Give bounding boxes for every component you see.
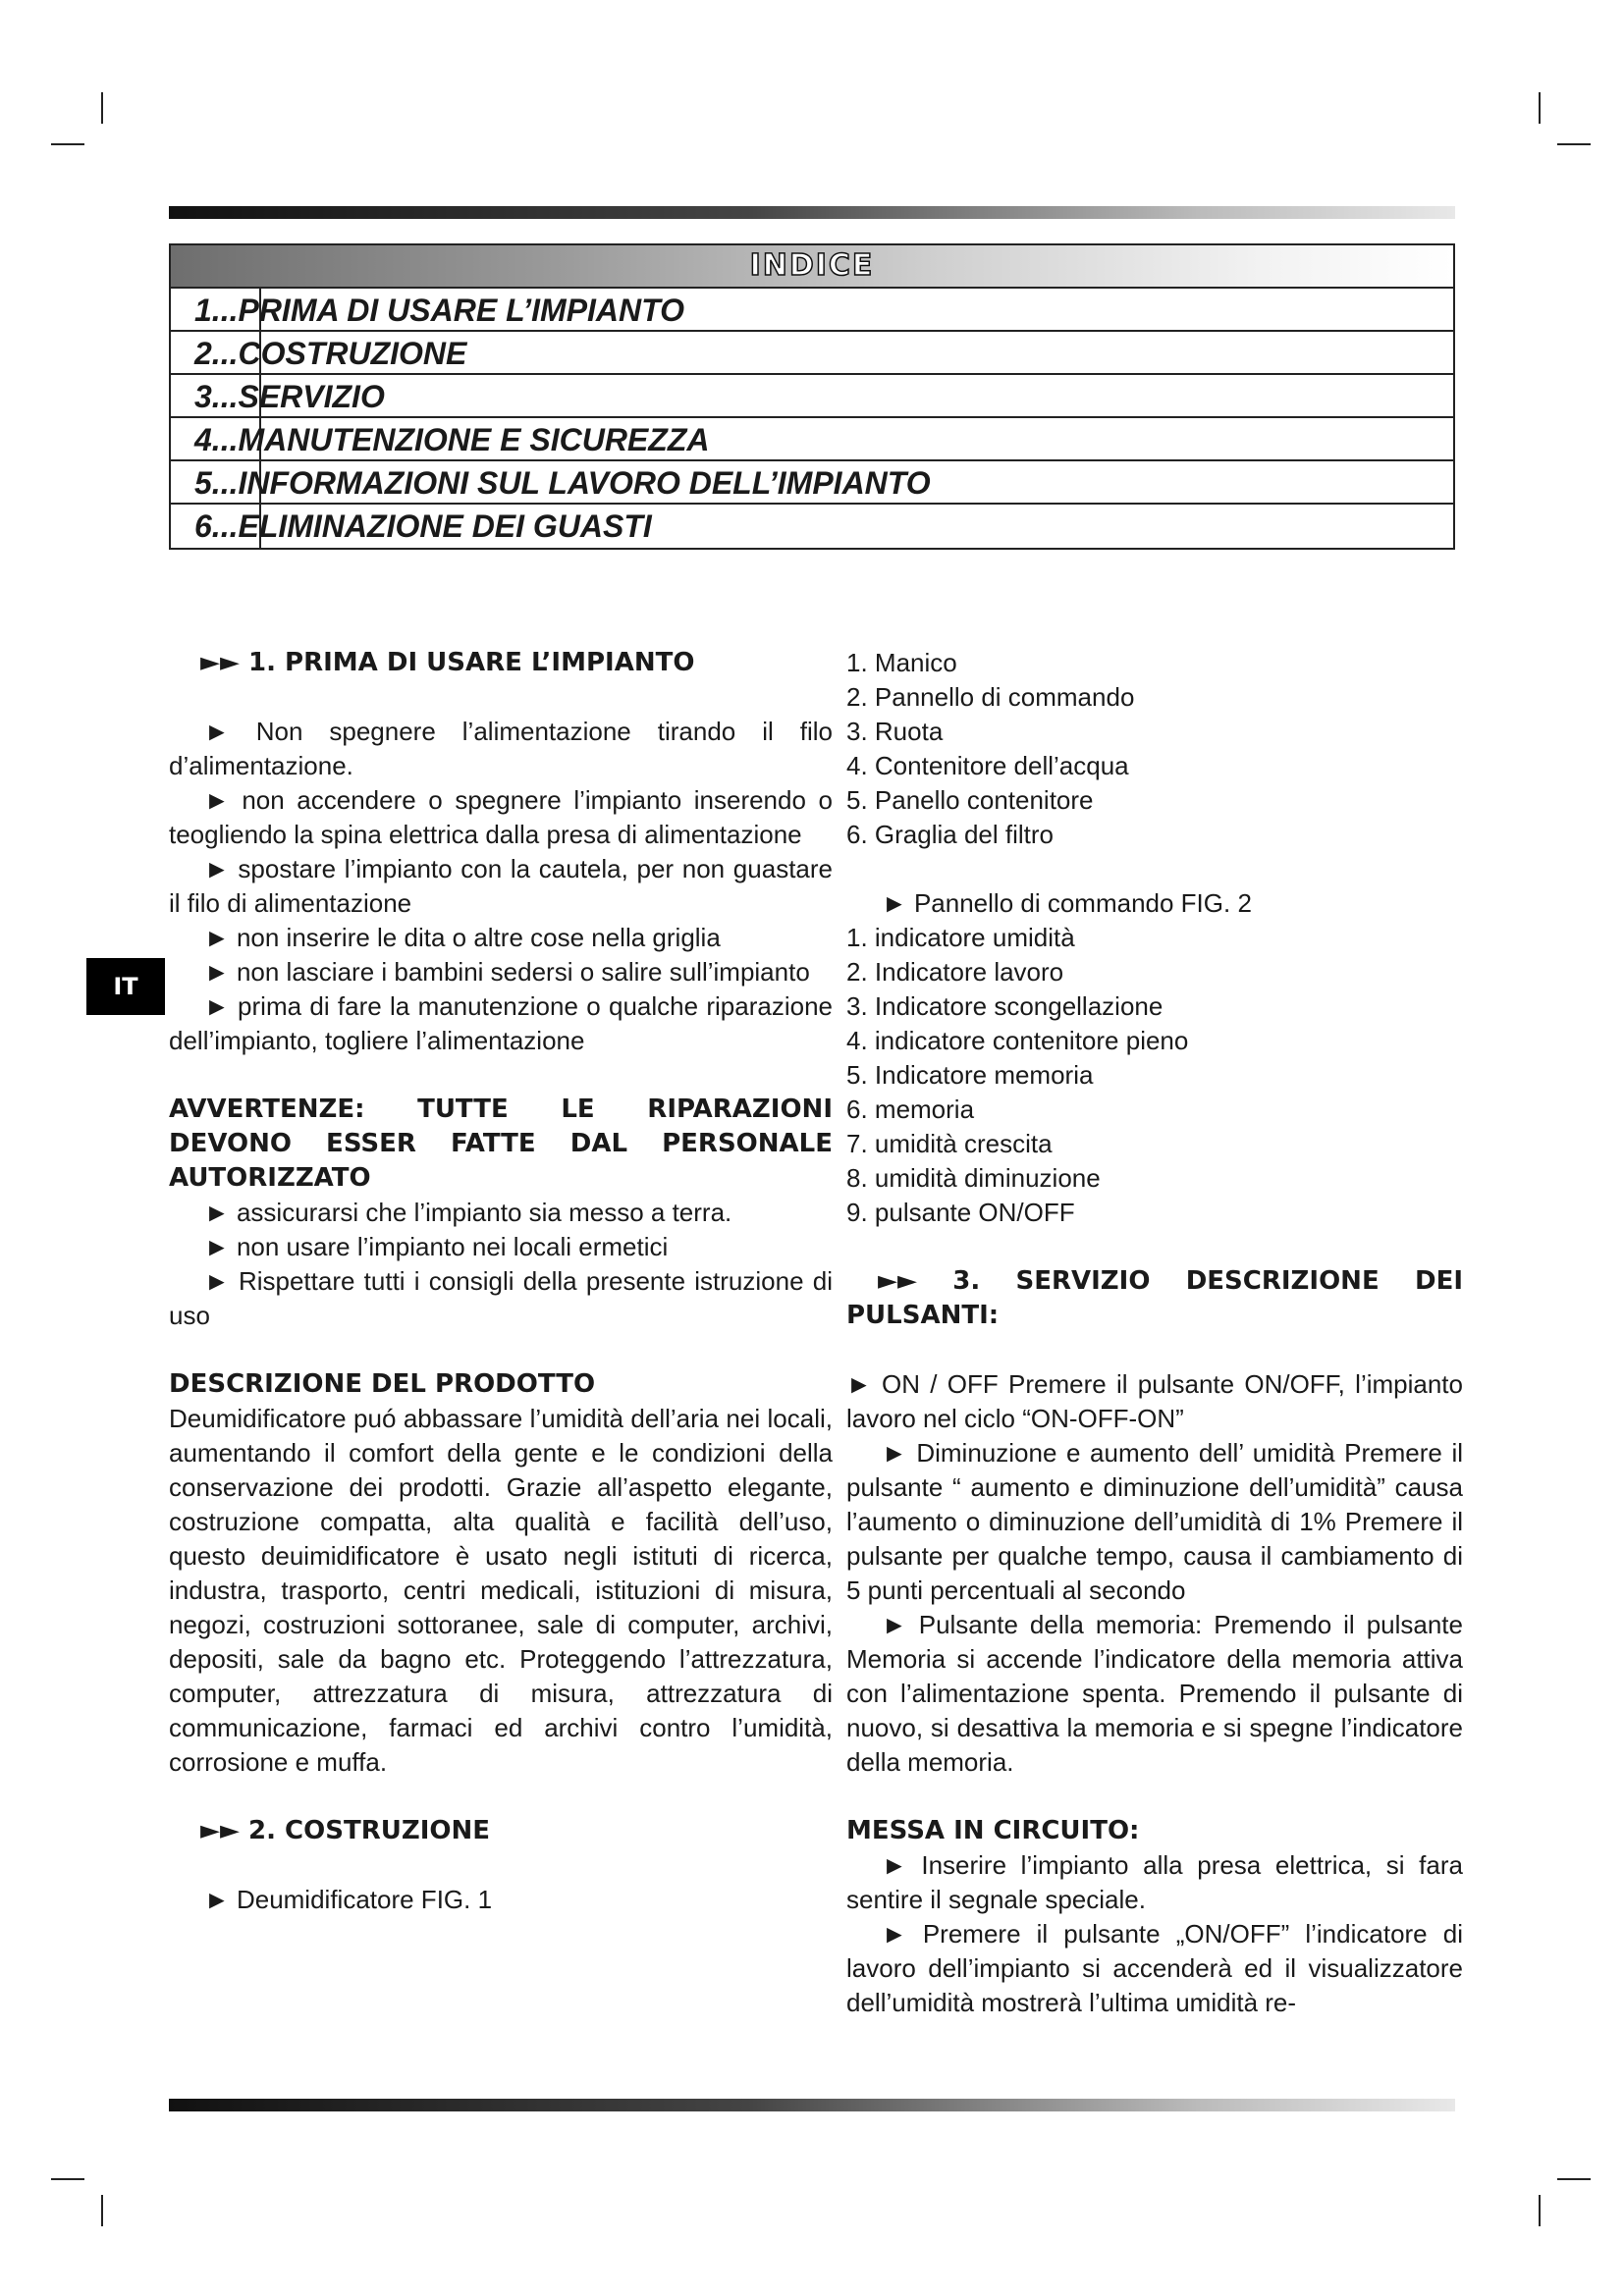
list-item: 2. Indicatore lavoro: [846, 957, 1064, 987]
language-tab: IT: [86, 958, 165, 1015]
paragraph: ► ON / OFF Premere il pulsante ON/OFF, l’impianto lavoro nel ciclo “ON-OFF-ON”: [846, 1369, 1463, 1433]
description-text: Deumidificatore puó abbassare l’umidità dell’aria nei locali, aumentando il comfort della gente e le condizioni della conservazione dei prodotti. Grazie all’aspetto elegante, costruzione compatta, alta qualità e facilità dell’uso, questo deuimidificatore è usato negli istituti di ricerca, industra, trasporto, centri medicali, istituzioni di misura, negozi, costruzioni sottoranee, sale di computer, archivi, depositi, sale da bagno etc. Proteggendo l’attrezzatura, computer, attrezzatura di misura, attrezzatura di communicazione, farmaci ed archivi contro l’umidità, corrosione e muffa.: [169, 1404, 833, 1777]
list-item: 7. umidità crescita: [846, 1129, 1053, 1158]
panel-heading: ► Pannello di commando FIG. 2: [882, 888, 1252, 918]
crop-mark: [51, 143, 84, 145]
list-item: 4. Contenitore dell’acqua: [846, 751, 1129, 780]
messa-heading: MESSA IN CIRCUITO:: [846, 1816, 1140, 1845]
paragraph: ► Premere il pulsante „ON/OFF” l’indicatore di lavoro dell’impianto si accenderà ed il visualizzatore dell’umidità mostrerà l’ultima umidità re-: [846, 1919, 1463, 2017]
paragraph: ► Diminuzione e aumento dell’ umidità Premere il pulsante “ aumento e diminuzione dell’umidità” causa l’aumento o diminuzione dell’umidità di 1% Premere il pulsante per qualche tempo, causa il cambiamento di 5 punti percentuali al secondo: [846, 1438, 1463, 1605]
paragraph: ► Inserire l’impianto alla presa elettrica, si fara sentire il segnale speciale.: [846, 1850, 1463, 1914]
toc-item: 5...INFORMAZIONI SUL LAVORO DELL’IMPIANTO: [171, 461, 1453, 505]
paragraph: ► Deumidificatore FIG. 1: [204, 1885, 493, 1914]
bottom-rule: [169, 2099, 1455, 2111]
list-item: 4. indicatore contenitore pieno: [846, 1026, 1189, 1055]
list-item: 3. Indicatore scongellazione: [846, 991, 1164, 1021]
crop-mark: [1539, 92, 1541, 124]
list-item: 6. Graglia del filtro: [846, 820, 1054, 849]
top-rule: [169, 206, 1455, 219]
crop-mark: [101, 92, 103, 124]
paragraph: ► Rispettare tutti i consigli della presente istruzione di uso: [169, 1266, 833, 1330]
list-item: 8. umidità diminuzione: [846, 1163, 1101, 1193]
toc-title: INDICE: [749, 248, 875, 283]
toc-header: [171, 245, 1453, 289]
right-column: [846, 646, 1463, 2020]
crop-mark: [1557, 143, 1591, 145]
toc-item: 4...MANUTENZIONE E SICUREZZA: [171, 418, 1453, 461]
section-3-heading: ►► 3. SERVIZIO DESCRIZIONE DEI PULSANTI:: [846, 1266, 1463, 1330]
paragraph: ► non usare l’impianto nei locali ermetici: [204, 1232, 669, 1261]
toc-item: 2...COSTRUZIONE: [171, 332, 1453, 375]
list-item: 2. Pannello di commando: [846, 682, 1135, 712]
paragraph: ► non lasciare i bambini sedersi o salire sull’impianto: [204, 957, 810, 987]
paragraph: ► Non spegnere l’alimentazione tirando il filo d’alimentazione.: [169, 717, 833, 780]
toc-item: 6...ELIMINAZIONE DEI GUASTI: [194, 508, 652, 544]
left-column: [169, 646, 833, 1917]
toc-item: 1...PRIMA DI USARE L’IMPIANTO: [171, 289, 1453, 332]
paragraph: ► Pulsante della memoria: Premendo il pulsante Memoria si accende l’indicatore della memoria attiva con l’alimentazione spenta. Premendo il pulsante di nuovo, si desattiva la memoria e si spegne l’indicatore della memoria.: [846, 1610, 1463, 1777]
paragraph: ► spostare l’impianto con la cautela, per non guastare il filo di alimentazione: [169, 854, 833, 918]
crop-mark: [101, 2195, 103, 2226]
crop-mark: [1539, 2195, 1541, 2226]
description-heading: DESCRIZIONE DEL PRODOTTO: [169, 1369, 596, 1399]
list-item: 3. Ruota: [846, 717, 944, 746]
section-2-heading: ►► 2. COSTRUZIONE: [200, 1816, 490, 1845]
paragraph: ► non accendere o spegnere l’impianto inserendo o teogliendo la spina elettrica dalla presa di alimentazione: [169, 785, 833, 849]
paragraph: ► non inserire le dita o altre cose nella griglia: [204, 923, 721, 952]
section-1-heading: ►► 1. PRIMA DI USARE L’IMPIANTO: [200, 648, 695, 677]
list-item: 1. indicatore umidità: [846, 923, 1075, 952]
list-item: 1. Manico: [846, 648, 957, 677]
crop-mark: [51, 2178, 84, 2180]
paragraph: ► prima di fare la manutenzione o qualche riparazione dell’impianto, togliere l’alimentazione: [169, 991, 833, 1055]
toc-item: 3...SERVIZIO: [171, 375, 1453, 418]
crop-mark: [1557, 2178, 1591, 2180]
list-item: 5. Indicatore memoria: [846, 1060, 1094, 1090]
panel-list: [846, 921, 1463, 1230]
table-of-contents: [169, 243, 1455, 550]
list-item: 9. pulsante ON/OFF: [846, 1198, 1075, 1227]
paragraph: ► assicurarsi che l’impianto sia messo a terra.: [204, 1198, 732, 1227]
parts-list: [846, 646, 1463, 852]
list-item: 5. Panello contenitore: [846, 785, 1094, 815]
list-item: 6. memoria: [846, 1095, 975, 1124]
warning-heading: AVVERTENZE: TUTTE LE RIPARAZIONI DEVONO ESSER FATTE DAL PERSONALE AUTORIZZATO: [169, 1095, 833, 1193]
